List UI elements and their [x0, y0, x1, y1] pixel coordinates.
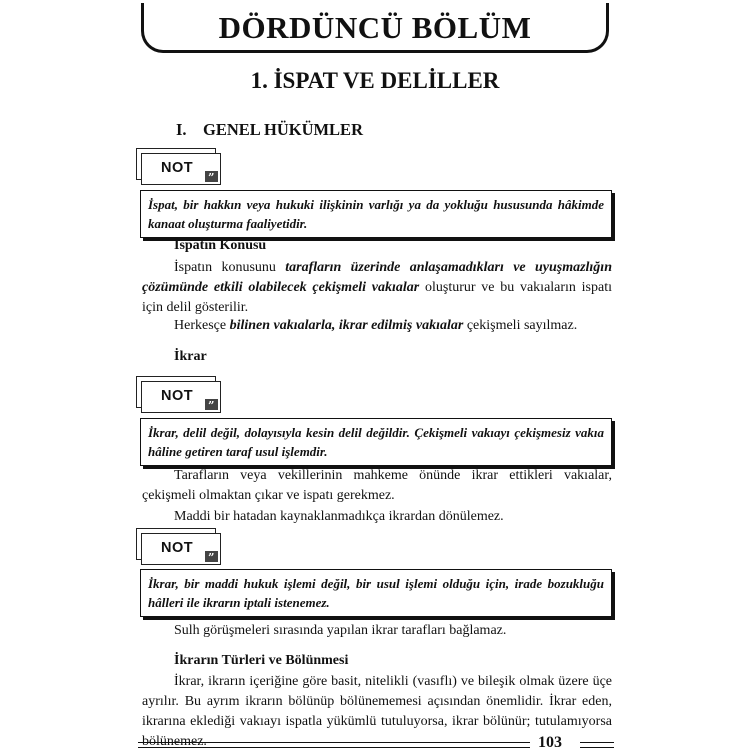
paragraph: Maddi bir hatadan kaynaklanmadıkça ikrardan dönülemez. — [174, 509, 504, 524]
paragraph: Sulh görüşmeleri sırasında yapılan ikrar tarafları bağlamaz. — [174, 623, 507, 638]
heading-ispat-konusu: İspatın Konusu — [174, 238, 267, 253]
emphasis: tarafların üzerinde anlaşamadıkları ve uyuşmazlığın çözümünde etkili olabilecek çekişmeli vakıalar — [142, 260, 612, 295]
paragraph: İspatın konusunu tarafların üzerinde anlaşamadıkları ve uyuşmazlığın çözümünde etkili olabilecek çekişmeli vakıalar oluşturur ve bu vakıaların ispatı için delil gösterilir. — [142, 260, 612, 315]
note-box: İspat, bir hakkın veya hukuki ilişkinin varlığı ya da yokluğu hususunda hâkimde kanaat oluşturma faaliyetidir. — [140, 190, 612, 238]
subsection-number: I. — [176, 120, 187, 139]
quote-icon: ” — [205, 399, 218, 410]
heading-ikrar-turleri: İkrarın Türleri ve Bölünmesi — [174, 653, 349, 668]
subsection-title: GENEL HÜKÜMLER — [203, 120, 363, 139]
chapter-title: DÖRDÜNCÜ BÖLÜM — [141, 3, 609, 53]
paragraph: İkrar, ikrarın içeriğine göre basit, nitelikli (vasıflı) ve bileşik olmak üzere üçe ayrılır. Bu ayrım ikrarın bölünüp bölünememesi açısından önemlidir. İkrar eden, ikrarına eklediği vakıayı ispatla yükümlü tutuluyorsa, ikrar bölünür; tutulamıyorsa bölünemez. — [142, 674, 612, 749]
note-tab — [136, 376, 222, 414]
heading-ikrar: İkrar — [174, 349, 207, 364]
note-label: NOT — [161, 388, 194, 404]
note-tab — [136, 528, 222, 566]
footer-rule — [580, 742, 614, 748]
quote-icon: ” — [205, 171, 218, 182]
quote-icon: ” — [205, 551, 218, 562]
footer-rule — [138, 742, 530, 748]
note-tab — [136, 148, 222, 186]
subsection-heading — [176, 120, 363, 140]
note-box: İkrar, delil değil, dolayısıyla kesin delil değildir. Çekişmeli vakıayı çekişmesiz vakıa hâline getiren taraf usul işlemdir. — [140, 418, 612, 466]
section-title: 1. İSPAT VE DELİLLER — [250, 68, 500, 93]
paragraph: Herkesçe bilinen vakıalarla, ikrar edilmiş vakıalar çekişmeli sayılmaz. — [174, 318, 578, 333]
note-box: İkrar, bir maddi hukuk işlemi değil, bir usul işlemi olduğu için, irade bozukluğu hâlleri ile ikrarın iptali istenemez. — [140, 569, 612, 617]
page-number: 103 — [538, 734, 562, 751]
emphasis: bilinen vakıalarla, ikrar edilmiş vakıalar — [229, 318, 464, 333]
paragraph: Tarafların veya vekillerinin mahkeme önünde ikrar ettikleri vakıalar, çekişmeli olmaktan çıkar ve ispatı gerekmez. — [142, 468, 612, 503]
note-label: NOT — [161, 540, 194, 556]
note-label: NOT — [161, 160, 194, 176]
